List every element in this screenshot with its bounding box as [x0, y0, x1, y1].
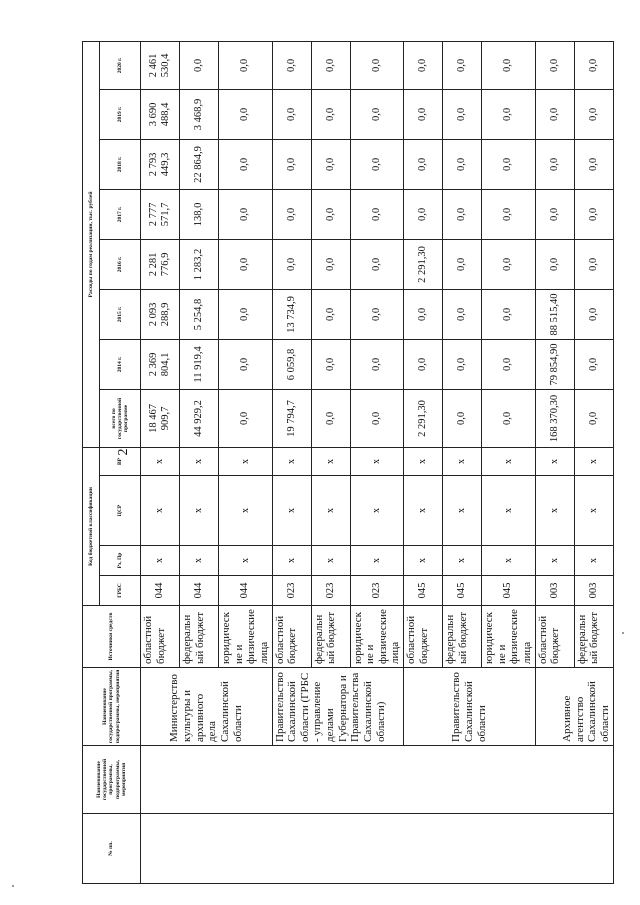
- cell-value: 0,0: [443, 89, 482, 139]
- cell-value: 3 690 488,4: [141, 89, 180, 139]
- cell-rzpr: x: [535, 546, 574, 576]
- cell-csr: x: [311, 476, 350, 546]
- cell-total: 44 929,2: [180, 389, 219, 447]
- cell-source: юридические и физические лица: [482, 606, 536, 668]
- header-budget-group: Код бюджетной классификации: [83, 447, 100, 605]
- cell-csr: x: [404, 476, 443, 546]
- cell-value: 0,0: [404, 289, 443, 339]
- scan-speck: [12, 885, 14, 887]
- cell-value: 0,0: [272, 41, 311, 89]
- cell-value: 0,0: [180, 41, 219, 89]
- cell-value: 0,0: [272, 239, 311, 289]
- cell-value: 0,0: [443, 189, 482, 239]
- cell-value: 0,0: [535, 189, 574, 239]
- cell-vr: x: [574, 447, 613, 475]
- rotated-table-container: [82, 42, 614, 884]
- cell-value: 0,0: [535, 139, 574, 189]
- cell-source: федеральный бюджет: [180, 606, 219, 668]
- cell-vr: x: [350, 447, 404, 475]
- cell-source: федеральный бюджет: [443, 606, 482, 668]
- cell-value: 0,0: [574, 239, 613, 289]
- header-source: Источники средств: [83, 606, 141, 668]
- cell-value: 0,0: [311, 139, 350, 189]
- cell-value: 0,0: [311, 89, 350, 139]
- cell-csr: x: [350, 476, 404, 546]
- cell-value: 0,0: [350, 339, 404, 389]
- cell-source: юридические и физические лица: [350, 606, 404, 668]
- cell-value: 79 854,90: [535, 339, 574, 389]
- cell-rzpr: x: [311, 546, 350, 576]
- cell-grbs: 023: [311, 576, 350, 606]
- cell-value: 0,0: [219, 139, 273, 189]
- cell-value: 0,0: [535, 41, 574, 89]
- header-program: Наименование государственной программы, подпрограммы, мероприятия: [83, 746, 141, 814]
- cell-value: 3 468,9: [180, 89, 219, 139]
- cell-value: 0,0: [574, 41, 613, 89]
- cell-grbs: 044: [180, 576, 219, 606]
- cell-value: 0,0: [535, 239, 574, 289]
- cell-value: 0,0: [219, 89, 273, 139]
- cell-source: федеральный бюджет: [311, 606, 350, 668]
- cell-value: 1 283,2: [180, 239, 219, 289]
- cell-value: 0,0: [219, 41, 273, 89]
- cell-rzpr: x: [219, 546, 273, 576]
- cell-value: 88 515,40: [535, 289, 574, 339]
- cell-value: 0,0: [350, 139, 404, 189]
- cell-value: 0,0: [574, 89, 613, 139]
- cell-value: 0,0: [574, 339, 613, 389]
- cell-value: 0,0: [482, 239, 536, 289]
- cell-vr: x: [535, 447, 574, 475]
- cell-source: юридические и физические лица: [219, 606, 273, 668]
- cell-value: 2 281 776,9: [141, 239, 180, 289]
- cell-value: 138,0: [180, 189, 219, 239]
- cell-program: [141, 746, 614, 814]
- cell-csr: x: [535, 476, 574, 546]
- cell-total: 0,0: [482, 389, 536, 447]
- header-year: 2018 г.: [100, 139, 141, 189]
- cell-value: 0,0: [482, 289, 536, 339]
- cell-value: 0,0: [482, 41, 536, 89]
- cell-csr: x: [219, 476, 273, 546]
- header-year: 2017 г.: [100, 189, 141, 239]
- cell-executor: Архивное агентство Сахалинской области: [535, 668, 613, 746]
- header-year: 2015 г.: [100, 289, 141, 339]
- cell-value: 0,0: [404, 189, 443, 239]
- cell-value: 0,0: [482, 139, 536, 189]
- cell-rzpr: x: [180, 546, 219, 576]
- cell-rzpr: x: [574, 546, 613, 576]
- cell-executor: Министерство культуры и архивного дела Сахалинской области: [141, 668, 273, 746]
- cell-value: 0,0: [574, 189, 613, 239]
- cell-vr: x: [404, 447, 443, 475]
- cell-total: 168 370,30: [535, 389, 574, 447]
- cell-value: 0,0: [350, 189, 404, 239]
- cell-value: 0,0: [219, 289, 273, 339]
- cell-value: 0,0: [535, 89, 574, 139]
- cell-vr: x: [482, 447, 536, 475]
- cell-grbs: 044: [141, 576, 180, 606]
- cell-source: областной бюджет: [141, 606, 180, 668]
- cell-value: 5 254,8: [180, 289, 219, 339]
- header-grbs: ГРБС: [100, 576, 141, 606]
- cell-value: 0,0: [272, 139, 311, 189]
- cell-source: областной бюджет: [272, 606, 311, 668]
- cell-rzpr: x: [404, 546, 443, 576]
- cell-total: 0,0: [574, 389, 613, 447]
- cell-value: 2 777 571,7: [141, 189, 180, 239]
- cell-value: 2 369 804,1: [141, 339, 180, 389]
- cell-value: 0,0: [219, 239, 273, 289]
- cell-value: 0,0: [350, 89, 404, 139]
- header-expenses-group: Расходы по годам реализации, тыс. рублей: [83, 41, 100, 447]
- cell-value: 0,0: [443, 289, 482, 339]
- cell-vr: x: [272, 447, 311, 475]
- cell-csr: x: [272, 476, 311, 546]
- cell-value: 0,0: [311, 339, 350, 389]
- cell-value: 0,0: [404, 89, 443, 139]
- cell-grbs: 023: [272, 576, 311, 606]
- cell-rzpr: x: [272, 546, 311, 576]
- cell-value: 13 734,9: [272, 289, 311, 339]
- cell-value: 0,0: [443, 339, 482, 389]
- cell-value: 0,0: [219, 339, 273, 389]
- cell-value: 0,0: [404, 339, 443, 389]
- cell-value: 11 919,4: [180, 339, 219, 389]
- cell-total: 0,0: [350, 389, 404, 447]
- cell-total: 19 794,7: [272, 389, 311, 447]
- cell-vr: x: [141, 447, 180, 475]
- cell-value: 0,0: [482, 339, 536, 389]
- cell-csr: x: [574, 476, 613, 546]
- cell-grbs: 045: [443, 576, 482, 606]
- cell-value: 0,0: [219, 189, 273, 239]
- cell-vr: x: [311, 447, 350, 475]
- cell-value: 6 059,8: [272, 339, 311, 389]
- header-year: 2020 г.: [100, 41, 141, 89]
- cell-value: 0,0: [350, 239, 404, 289]
- cell-value: 2 291,30: [404, 239, 443, 289]
- cell-source: областной бюджет: [404, 606, 443, 668]
- header-year: 2019 г.: [100, 89, 141, 139]
- cell-rzpr: x: [350, 546, 404, 576]
- cell-value: 0,0: [404, 41, 443, 89]
- cell-source: областной бюджет: [535, 606, 574, 668]
- cell-grbs: 023: [350, 576, 404, 606]
- cell-vr: x: [219, 447, 273, 475]
- cell-value: 0,0: [311, 189, 350, 239]
- cell-grbs: 003: [574, 576, 613, 606]
- cell-total: 0,0: [219, 389, 273, 447]
- cell-csr: x: [141, 476, 180, 546]
- cell-rzpr: x: [141, 546, 180, 576]
- header-vr: ВР: [100, 447, 141, 475]
- cell-grbs: 045: [482, 576, 536, 606]
- cell-value: 0,0: [443, 41, 482, 89]
- cell-csr: x: [180, 476, 219, 546]
- header-csr: ЦСР: [100, 476, 141, 546]
- cell-csr: x: [443, 476, 482, 546]
- cell-value: 2 793 449,3: [141, 139, 180, 189]
- cell-rzpr: x: [443, 546, 482, 576]
- cell-value: 0,0: [482, 189, 536, 239]
- cell-total: 0,0: [311, 389, 350, 447]
- cell-value: 0,0: [574, 289, 613, 339]
- header-total: всего по государственной программе: [100, 389, 141, 447]
- cell-value: 0,0: [404, 139, 443, 189]
- header-no: № пп.: [83, 814, 141, 884]
- cell-value: 0,0: [443, 139, 482, 189]
- cell-value: 0,0: [350, 41, 404, 89]
- cell-grbs: 044: [219, 576, 273, 606]
- cell-value: 0,0: [574, 139, 613, 189]
- table-row: [141, 41, 180, 883]
- cell-total: 0,0: [443, 389, 482, 447]
- cell-value: 0,0: [482, 89, 536, 139]
- header-year: 2014 г.: [100, 339, 141, 389]
- cell-value: 2 461 530,4: [141, 41, 180, 89]
- cell-csr: x: [482, 476, 536, 546]
- cell-value: 0,0: [443, 239, 482, 289]
- cell-no: [141, 814, 614, 884]
- cell-value: 0,0: [272, 89, 311, 139]
- header-year: 2016 г.: [100, 239, 141, 289]
- cell-grbs: 045: [404, 576, 443, 606]
- header-row-1: [83, 41, 100, 883]
- cell-value: 0,0: [311, 289, 350, 339]
- header-rzpr: Рз, Пр: [100, 546, 141, 576]
- cell-vr: x: [443, 447, 482, 475]
- cell-value: 0,0: [311, 239, 350, 289]
- cell-total: 2 291,30: [404, 389, 443, 447]
- cell-grbs: 003: [535, 576, 574, 606]
- cell-value: 22 864,9: [180, 139, 219, 189]
- cell-source: федеральный бюджет: [574, 606, 613, 668]
- cell-value: 0,0: [311, 41, 350, 89]
- page-number: 2: [116, 448, 131, 456]
- cell-vr: x: [180, 447, 219, 475]
- cell-total: 18 467 909,7: [141, 389, 180, 447]
- cell-value: 0,0: [272, 189, 311, 239]
- cell-value: 2 093 288,9: [141, 289, 180, 339]
- cell-value: 0,0: [350, 289, 404, 339]
- cell-executor: Правительство Сахалинской области (ГРБС - управление делами Губернатора и Правительства Сахалинской области): [272, 668, 404, 746]
- budget-table: [82, 41, 614, 884]
- cell-executor: Правительство Сахалинской области: [404, 668, 536, 746]
- cell-rzpr: x: [482, 546, 536, 576]
- scan-speck: [622, 632, 624, 634]
- header-executor: Наименование государственной программы, подпрограммы, мероприятия: [83, 668, 141, 746]
